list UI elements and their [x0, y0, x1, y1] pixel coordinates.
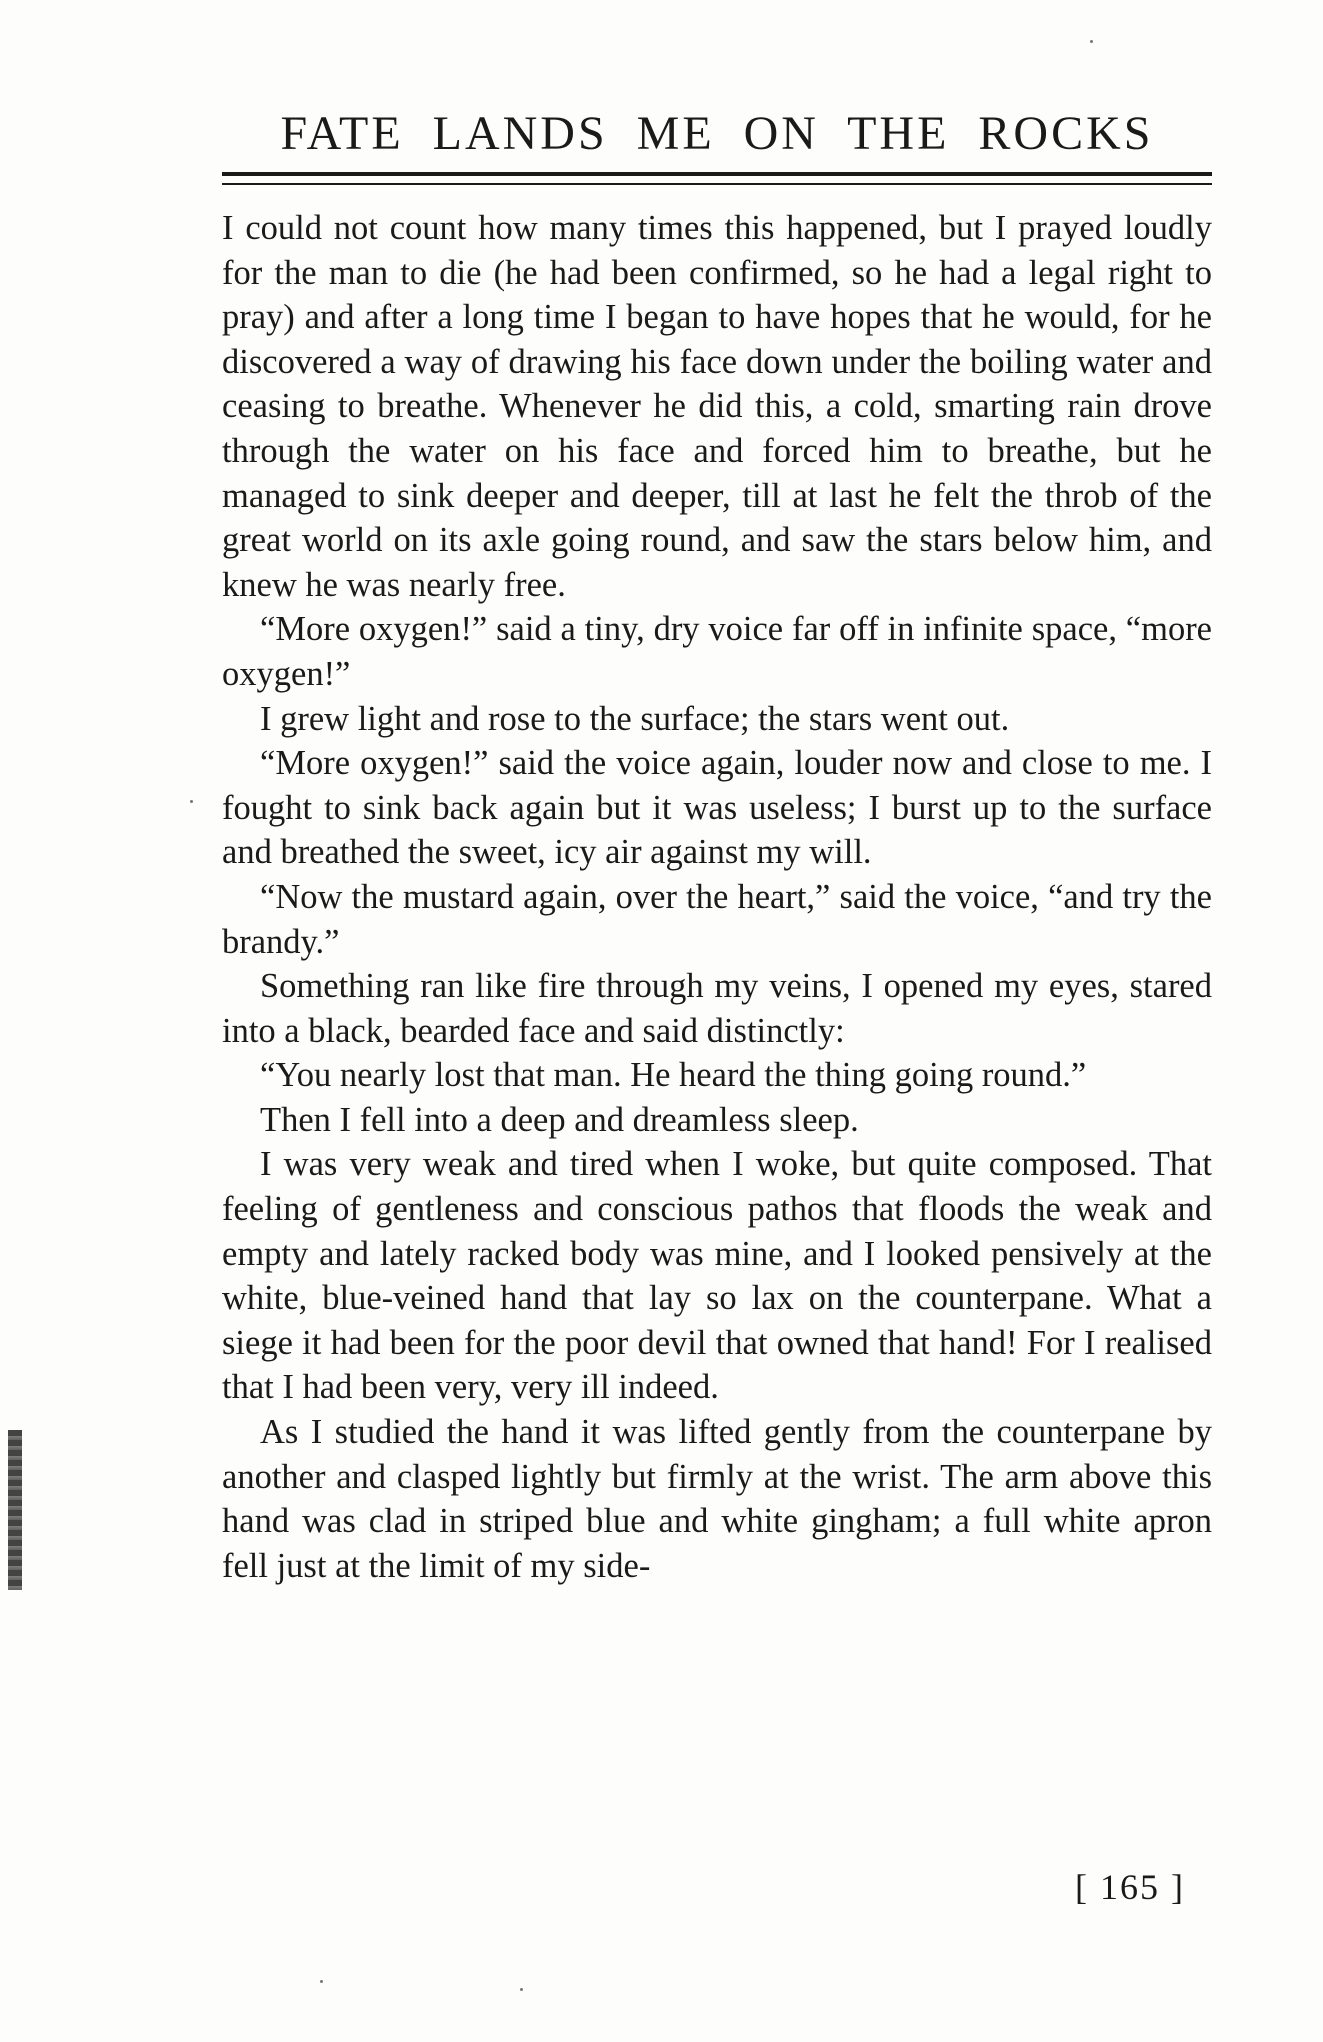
scan-speck — [1090, 40, 1093, 43]
paragraph-6: Something ran like fire through my veins, I opened my eyes, stared into a black, bearded face and said distinctly: — [222, 967, 1212, 1050]
header-rule-thick — [222, 172, 1212, 176]
paragraph-8: Then I fell into a deep and dreamless sleep. — [260, 1100, 859, 1139]
paragraph-9: I was very weak and tired when I woke, but quite composed. That feeling of gentleness and conscious pathos that floods the weak and empty and lately racked body was mine, and I looked pensively at the white, blue-veined hand that lay so lax on the counterpane. What a siege it had been for the poor devil that owned that hand! For I realised that I had been very, very ill indeed. — [222, 1145, 1212, 1407]
header-rule-thin — [222, 183, 1212, 185]
paragraph-3: I grew light and rose to the surface; the stars went out. — [260, 699, 1010, 738]
scan-speck — [520, 1988, 523, 1991]
body-text — [222, 206, 1212, 1588]
paragraph-4: “More oxygen!” said the voice again, louder now and close to me. I fought to sink back again but it was useless; I burst up to the surface and breathed the sweet, icy air against my will. — [222, 744, 1212, 872]
paragraph-1: I could not count how many times this happened, but I prayed loudly for the man to die (he had been confirmed, so he had a legal right to pray) and after a long time I began to have hopes that he would, for he discovered a way of drawing his face down under the boiling water and ceasing to breathe. Whenever he did this, a cold, smarting rain drove through the water on his face and forced him to breathe, but he managed to sink deeper and deeper, till at last he felt the throb of the great world on its axle going round, and saw the stars below him, and knew he was nearly free. — [222, 209, 1212, 604]
scan-speck — [190, 800, 193, 803]
paragraph-2: “More oxygen!” said a tiny, dry voice far off in infinite space, “more oxygen!” — [222, 610, 1212, 693]
scan-margin-mark — [8, 1430, 22, 1590]
paragraph-10: As I studied the hand it was lifted gently from the counterpane by another and clasped lightly but firmly at the wrist. The arm above this hand was clad in striped blue and white gingham; a full white apron fell just at the limit of my side- — [222, 1413, 1212, 1585]
scan-speck — [320, 1980, 323, 1983]
page-number: [ 165 ] — [1075, 1867, 1185, 1907]
paragraph-7: “You nearly lost that man. He heard the thing going round.” — [260, 1056, 1087, 1095]
paragraph-5: “Now the mustard again, over the heart,” said the voice, “and try the brandy.” — [222, 877, 1212, 961]
running-head-title: FATE LANDS ME ON THE ROCKS — [280, 107, 1154, 160]
